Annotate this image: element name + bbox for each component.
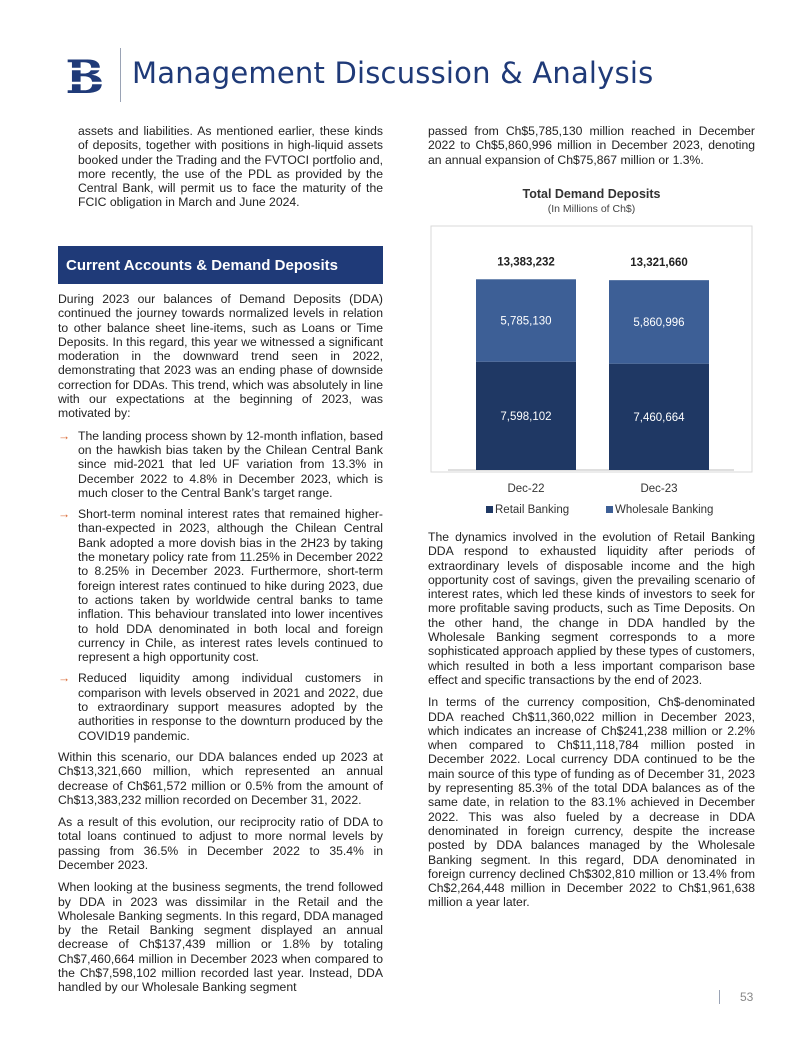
bullet-item [58,429,383,500]
legend-label: Wholesale Banking [615,504,714,516]
section-header-current-accounts: Current Accounts & Demand Deposits [58,246,383,284]
total-demand-deposits-chart [428,222,755,522]
bullet-text: Reduced liquidity among individual customers in comparison with levels observed in 2021 and 2022, due to extraordinary support measures adopted by the authorities in response to the downturn produced by the COVID19 pandemic. [78,671,383,743]
body-paragraph: As a result of this evolution, our reciprocity ratio of DDA to total loans continued to adjust to more normal levels by passing from 36.5% in December 2022 to 35.4% in December 2023. [58,815,383,872]
total-label: 13,383,232 [497,256,555,269]
logo-letter: B [65,52,105,100]
x-tick-label: Dec-23 [640,483,678,495]
left-column-body [58,292,383,1003]
data-label: 5,785,130 [500,315,552,328]
bullet-text: Short-term nominal interest rates that remained higher-than-expected in 2023, although the Chilean Central Bank adopted a more dovish bias in the 2H23 by taking the monetary policy rate from 11.25% in December 2022 to 8.25% in December 2023. Furthermore, short-term foreign interest rates continued to hike during 2023, due to actions taken by worldwide central banks to tame inflation. This behaviour translated into lower incentives to hold DDA denominated in both local and foreign currency in Chile, as interest rates levels continued to represent a high opportunity cost. [78,507,383,665]
body-paragraph: In terms of the currency composition, Ch$-denominated DDA reached Ch$11,360,022 million in December 2023, which indicates an increase of Ch$241,238 million or 2.2% when compared to Ch$11,118,784 million posted in December 2022. Local currency DDA continued to be the main source of this type of funding as of December 31, 2023 by representing 85.3% of the total DDA balances as of the same date, in relation to the 83.1% achieved in December 2022. This was also fueled by a decrease in DDA denominated in foreign currency, despite the increase posted by DDA balances managed by the Wholesale Banking segment. In this regard, DDA denominated in foreign currency declined Ch$302,810 million or 13.4% from Ch$2,264,448 million in December 2022 to Ch$1,961,638 million a year later. [428,695,755,910]
x-tick-label: Dec-22 [507,483,545,495]
data-label: 7,598,102 [500,410,552,423]
chart-subtitle: (In Millions of Ch$) [547,203,636,215]
body-paragraph: The dynamics involved in the evolution of Retail Banking DDA respond to exhausted liquidity after periods of extraordinary levels of disposable income and the high opportunity cost of savings, given the prevailing scenario of interest rates, which led these kinds of investors to seek for more profitable saving products, such as Time Deposits. On the other hand, the change in DDA handled by the Wholesale Banking segment corresponds to a more sophisticated approach applied by these types of customers, which resulted in both a less important comparison base effect and specific transactions by the end of 2023. [428,530,755,687]
legend-label: Retail Banking [495,504,570,516]
body-paragraph: When looking at the business segments, the trend followed by DDA in 2023 was dissimilar in the Retail and the Wholesale Banking segments. In this regard, DDA managed by the Retail Banking segment displayed an annual decrease of Ch$137,439 million or 1.8% by totaling Ch$7,460,664 million in December 2023 when compared to the Ch$7,598,102 million recorded last year. Instead, DDA handled by our Wholesale Banking segment [58,880,383,995]
body-paragraph: During 2023 our balances of Demand Deposits (DDA) continued the journey towards normalized levels in relation to other balance sheet line-items, such as Loans or Time Deposits. In this regard, this year we witnessed a significant moderation in the downward trend seen in 2022, demonstrating that 2023 was an ending phase of downside correction for DDAs. This trend, which was absolutely in line with our expectations at the beginning of 2023, was motivated by: [58,292,383,421]
legend-swatch [606,506,613,513]
right-column-body [428,530,755,918]
body-paragraph: Within this scenario, our DDA balances ended up 2023 at Ch$13,321,660 million, which represented an annual decrease of Ch$61,572 million or 0.5% from the amount of Ch$13,383,232 million recorded on December 31, 2022. [58,749,383,807]
bullet-item [58,671,383,742]
data-label: 7,460,664 [633,411,685,424]
chart-title: Total Demand Deposits [522,187,661,201]
right-intro-paragraph: passed from Ch$5,785,130 million reached in December 2022 to Ch$5,860,996 million in December 2023, denoting an annual expansion of Ch$75,867 million or 1.3%. [428,124,755,167]
left-intro-paragraph: assets and liabilities. As mentioned earlier, these kinds of deposits, together with positions in high-liquid assets booked under the Trading and the FVTOCI portfolio and, more recently, the use of the PDL as provided by the Central Bank, will permit us to face the maturity of the FCIC obligation in March and June 2024. [78,124,383,210]
arrow-right-icon: → [58,507,71,522]
bullet-text: The landing process shown by 12-month inflation, based on the hawkish bias taken by the Chilean Central Bank since mid-2021 that led UF variation from 13.3% in December 2022 to 4.8% in December 2023, which is much closer to the Central Bank’s target range. [78,428,383,500]
title-divider [120,48,121,102]
arrow-right-icon: → [58,428,71,443]
arrow-right-icon: → [58,671,71,686]
page-title: Management Discussion & Analysis [132,56,654,90]
data-label: 5,860,996 [633,316,685,329]
legend-swatch [486,506,493,513]
total-label: 13,321,660 [630,257,688,270]
bank-logo-icon [62,52,108,100]
bullet-item [58,507,383,664]
bullet-list [58,429,383,743]
page-number: 53 [740,990,754,1004]
page-number-divider [719,990,720,1004]
